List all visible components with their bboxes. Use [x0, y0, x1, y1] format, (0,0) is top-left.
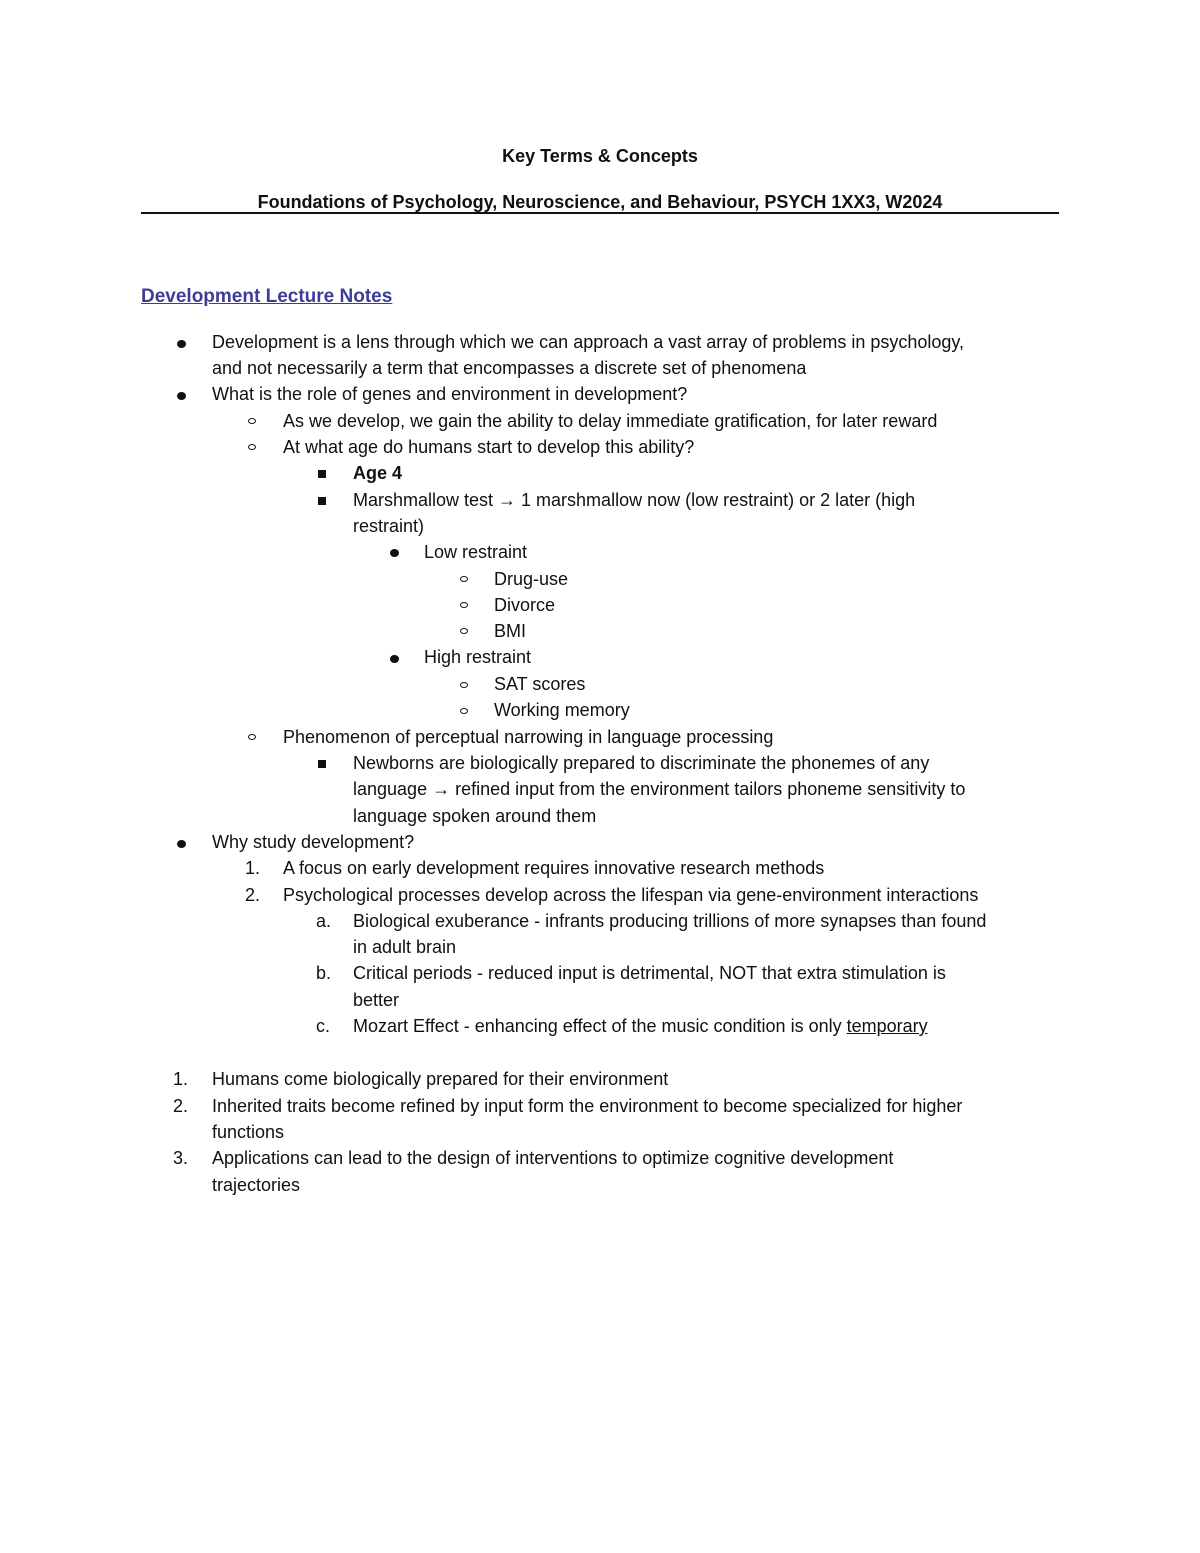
circle-bullet-icon: [460, 602, 468, 608]
summary-marker: 3.: [173, 1148, 189, 1168]
note-line: restraint): [353, 516, 425, 536]
bullet-icon: [177, 840, 186, 848]
note-line: Drug-use: [494, 569, 569, 589]
note-line: Critical periods - reduced input is detrimental, NOT that extra stimulation is: [353, 963, 946, 983]
summary-line: Inherited traits become refined by input form the environment to become specialized for higher: [212, 1096, 963, 1116]
list-marker: 1.: [245, 858, 261, 878]
circle-bullet-icon: [248, 444, 256, 450]
list-marker: 2.: [245, 885, 261, 905]
square-bullet-icon: [318, 470, 326, 478]
list-marker: c.: [316, 1016, 331, 1036]
circle-bullet-icon: [460, 708, 468, 714]
note-line: Phenomenon of perceptual narrowing in language processing: [283, 727, 774, 747]
note-line: Age 4: [353, 463, 403, 483]
summary-line: functions: [212, 1122, 285, 1142]
note-line: language spoken around them: [353, 806, 597, 826]
bullet-icon: [390, 655, 399, 663]
note-line: BMI: [494, 621, 527, 641]
bullet-icon: [177, 340, 186, 348]
document-subtitle: Foundations of Psychology, Neuroscience, and Behaviour, PSYCH 1XX3, W2024: [257, 192, 943, 212]
note-line: Divorce: [494, 595, 556, 615]
note-line: [353, 1013, 928, 1039]
circle-bullet-icon: [460, 576, 468, 582]
note-line: As we develop, we gain the ability to delay immediate gratification, for later reward: [283, 411, 938, 431]
document-title: Key Terms & Concepts: [502, 146, 698, 166]
note-line: Biological exuberance - infrants producing trillions of more synapses than found: [353, 911, 987, 931]
square-bullet-icon: [318, 760, 326, 768]
header-rule: [141, 212, 1059, 214]
note-line: Psychological processes develop across the lifespan via gene-environment interactions: [283, 885, 979, 905]
note-line: language → refined input from the environment tailors phoneme sensitivity to: [353, 779, 966, 799]
note-line: Newborns are biologically prepared to discriminate the phonemes of any: [353, 753, 930, 773]
section-heading[interactable]: Development Lecture Notes: [141, 286, 393, 307]
note-line: in adult brain: [353, 937, 457, 957]
list-marker: a.: [316, 911, 332, 931]
circle-bullet-icon: [248, 734, 256, 740]
circle-bullet-icon: [460, 682, 468, 688]
summary-marker: 1.: [173, 1069, 189, 1089]
bullet-icon: [390, 549, 399, 557]
note-line: and not necessarily a term that encompasses a discrete set of phenomena: [212, 358, 807, 378]
summary-line: Humans come biologically prepared for their environment: [212, 1069, 669, 1089]
note-text: Mozart Effect - enhancing effect of the music condition is only: [353, 1016, 847, 1036]
note-line: At what age do humans start to develop this ability?: [283, 437, 695, 457]
note-line: High restraint: [424, 647, 532, 667]
note-line: A focus on early development requires innovative research methods: [283, 858, 825, 878]
note-line: Working memory: [494, 700, 630, 720]
note-line: Marshmallow test → 1 marshmallow now (low restraint) or 2 later (high: [353, 490, 916, 510]
square-bullet-icon: [318, 497, 326, 505]
bullet-icon: [177, 392, 186, 400]
circle-bullet-icon: [248, 418, 256, 424]
note-line: better: [353, 990, 400, 1010]
note-line: What is the role of genes and environment in development?: [212, 384, 688, 404]
note-line: Low restraint: [424, 542, 528, 562]
list-marker: b.: [316, 963, 332, 983]
summary-line: Applications can lead to the design of interventions to optimize cognitive development: [212, 1148, 894, 1168]
summary-marker: 2.: [173, 1096, 189, 1116]
circle-bullet-icon: [460, 628, 468, 634]
note-line: Why study development?: [212, 832, 415, 852]
underlined-term: temporary: [846, 1016, 928, 1036]
note-line: Development is a lens through which we can approach a vast array of problems in psychology,: [212, 332, 965, 352]
summary-line: trajectories: [212, 1175, 301, 1195]
note-line: SAT scores: [494, 674, 586, 694]
